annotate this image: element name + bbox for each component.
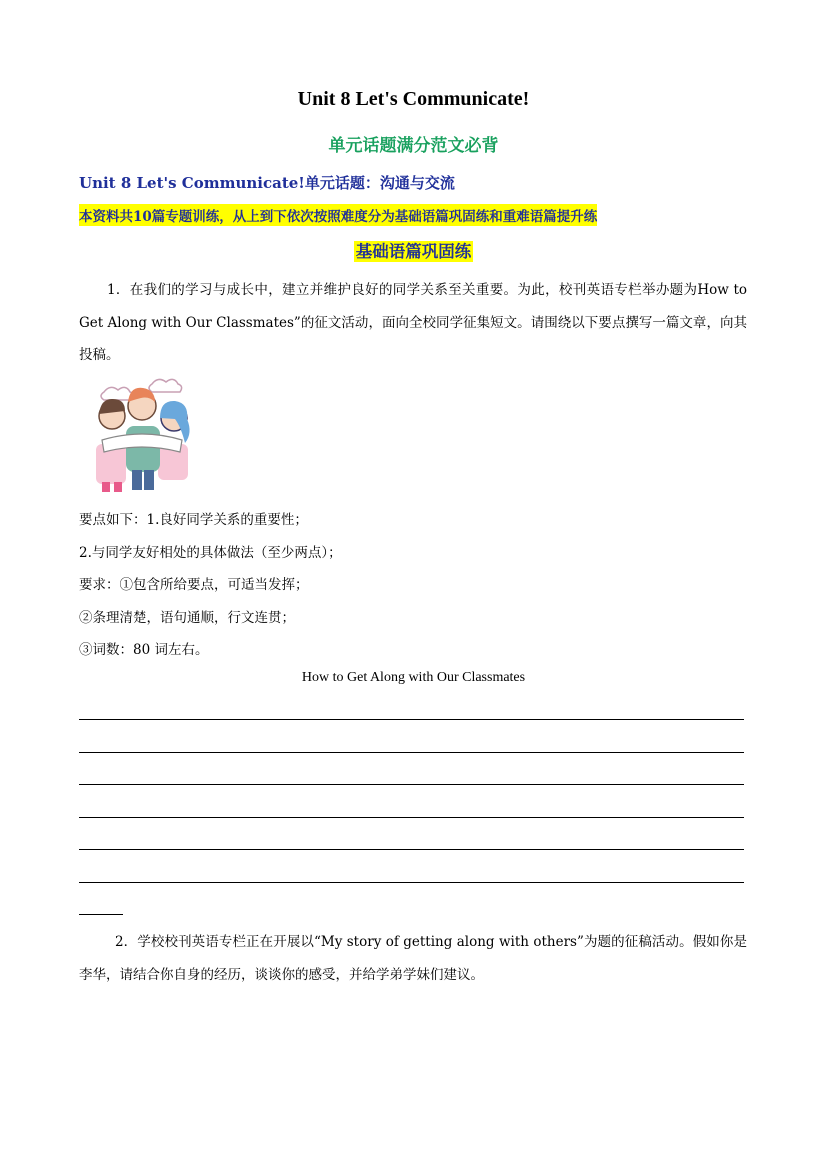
answer-line[interactable] bbox=[79, 784, 744, 785]
section-heading bbox=[0, 238, 827, 262]
answer-line[interactable] bbox=[79, 882, 744, 883]
friends-hugging-icon bbox=[82, 374, 202, 494]
question-1-prompt: 1．在我们的学习与成长中，建立并维护良好的同学关系至关重要。为此，校刊英语专栏举办题为How to Get Along with Our Classmates”的征文活动，面向全校同学征集短文。请围绕以下要点撰写一篇文章，向其投稿。 bbox=[79, 282, 747, 363]
requirement-line: ②条理清楚，语句通顺，行文连贯； bbox=[79, 610, 295, 626]
answer-line[interactable] bbox=[79, 849, 744, 850]
answer-line[interactable] bbox=[79, 817, 744, 818]
page-subtitle: 单元话题满分范文必背 bbox=[328, 136, 499, 156]
essay-title: How to Get Along with Our Classmates bbox=[301, 670, 526, 685]
answer-line[interactable] bbox=[79, 752, 744, 753]
requirement-line: 要求：①包含所给要点，可适当发挥； bbox=[79, 577, 309, 593]
classmates-illustration bbox=[82, 374, 202, 494]
highlight-notice: 本资料共10篇专题训练，从上到下依次按照难度分为基础语篇巩固练和重难语篇提升练 bbox=[79, 204, 597, 226]
page-title: Unit 8 Let's Communicate! bbox=[297, 88, 530, 110]
question-2-prompt: 2．学校校刊英语专栏正在开展以“My story of getting along with others”为题的征稿活动。假如你是李华，请结合你自身的经历，谈谈你的感受，并给学弟学妹们建议。 bbox=[79, 934, 747, 983]
requirement-line: 要点如下：1.良好同学关系的重要性； bbox=[79, 512, 308, 528]
requirement-line: 2.与同学友好相处的具体做法（至少两点）； bbox=[79, 545, 342, 561]
answer-line[interactable] bbox=[79, 719, 744, 720]
section-title: 基础语篇巩固练 bbox=[355, 242, 472, 261]
unit-topic: Unit 8 Let's Communicate!单元话题：沟通与交流 bbox=[79, 174, 455, 192]
requirement-line: ③词数：80 词左右。 bbox=[79, 642, 209, 658]
answer-line-end[interactable] bbox=[79, 914, 123, 915]
